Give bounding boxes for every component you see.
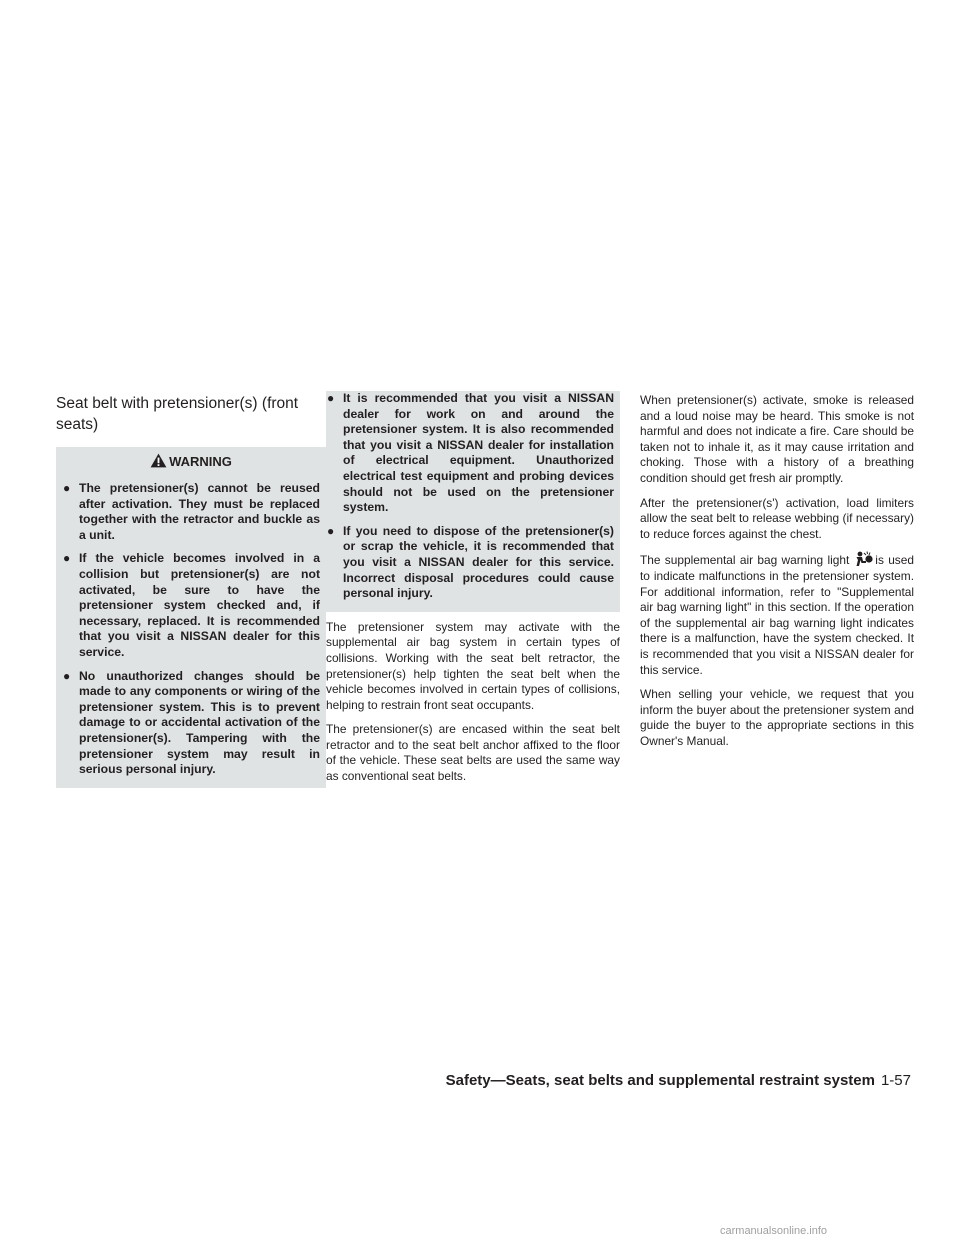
section-title: Seat belt with pretensioner(s) (front seats)	[56, 395, 299, 433]
page-footer	[446, 1071, 911, 1091]
warning-item-text: No unauthorized changes should be made to any components or wiring of the pretensioner system. This is to prevent damage to or accidental activation of the pretensioner(s). Tampering with the pretensioner system may result in serious personal injury.	[79, 668, 320, 777]
paragraph-text: is used to indicate malfunctions in the pretensioner system. For additional information, refer to "Supplemental air bag warning light" in this section. If the operation of the supplemental air bag warning light indicates there is a malfunction, have the system checked. It is recommended that you visit a NISSAN dealer for this service.	[640, 553, 914, 677]
bullet: ●	[63, 551, 71, 566]
warning-header	[62, 453, 320, 471]
paragraph: When pretensioner(s) activate, smoke is released and a loud noise may be heard. This smoke is not harmful and does not indicate a fire. Care should be taken not to inhale it, as it may cause irritation and choking. Those with a history of a breathing condition should get fresh air promptly.	[640, 393, 914, 485]
warning-item	[62, 669, 320, 778]
airbag-warning-light-icon	[853, 551, 873, 567]
chapter-title: Safety—Seats, seat belts and supplemental restraint system	[445, 1072, 875, 1089]
column-1	[56, 393, 326, 788]
warning-box-1	[56, 447, 326, 788]
warning-header-label: WARNING	[169, 454, 232, 469]
warning-item	[62, 551, 320, 660]
bullet: ●	[327, 391, 335, 405]
warning-item-text: If you need to dispose of the pretensioner(s) or scrap the vehicle, it is recommended that you visit a NISSAN dealer for this service. Incorrect disposal procedures could cause personal injury.	[343, 523, 614, 601]
paragraph-text: The supplemental air bag warning light	[640, 553, 850, 568]
paragraph-airbag-light	[640, 551, 914, 678]
watermark: carmanualsonline.info	[720, 1225, 828, 1237]
warning-item-text: If the vehicle becomes involved in a collision but pretensioner(s) are not activated, be sure to have the pretensioner system checked and, if necessary, replaced. It is recommended that you visit a NISSAN dealer for this service.	[79, 551, 320, 659]
paragraph: When selling your vehicle, we request that you inform the buyer about the pretensioner system and guide the buyer to the appropriate sections in this Owner's Manual.	[640, 687, 914, 748]
page-number: 1-57	[880, 1072, 911, 1089]
bullet: ●	[63, 668, 71, 683]
column-3	[640, 393, 914, 758]
warning-item-text: The pretensioner(s) cannot be reused after activation. They must be replaced together with the retractor and buckle as a unit.	[79, 481, 320, 542]
warning-list-2	[326, 391, 614, 602]
warning-list-1	[62, 481, 320, 778]
paragraph: The pretensioner system may activate with the supplemental air bag system in certain types of collisions. Working with the seat belt retractor, the pretensioner(s) help tighten the seat belt when the vehicle becomes involved in certain types of collisions, helping to restrain front seat occupants.	[326, 619, 620, 712]
paragraph: The pretensioner(s) are encased within the seat belt retractor and to the seat belt anchor affixed to the floor of the vehicle. These seat belts are used the same way as conventional seat belts.	[326, 722, 620, 784]
warning-item	[326, 391, 614, 516]
bullet: ●	[63, 481, 71, 495]
paragraph: After the pretensioner(s') activation, load limiters allow the seat belt to release webbing (if necessary) to reduce forces against the chest.	[640, 495, 914, 541]
warning-item	[62, 481, 320, 543]
column-2	[326, 391, 620, 794]
warning-triangle-icon	[150, 453, 167, 468]
warning-box-2	[326, 391, 620, 612]
warning-item-text: It is recommended that you visit a NISSAN dealer for work on and around the pretensioner system. It is also recommended that you visit a NISSAN dealer for installation of electrical equipment. Unauthorized electrical test equipment and probing devices should not be used on the pretensioner system.	[343, 391, 614, 515]
bullet: ●	[327, 523, 335, 538]
warning-item	[326, 524, 614, 602]
